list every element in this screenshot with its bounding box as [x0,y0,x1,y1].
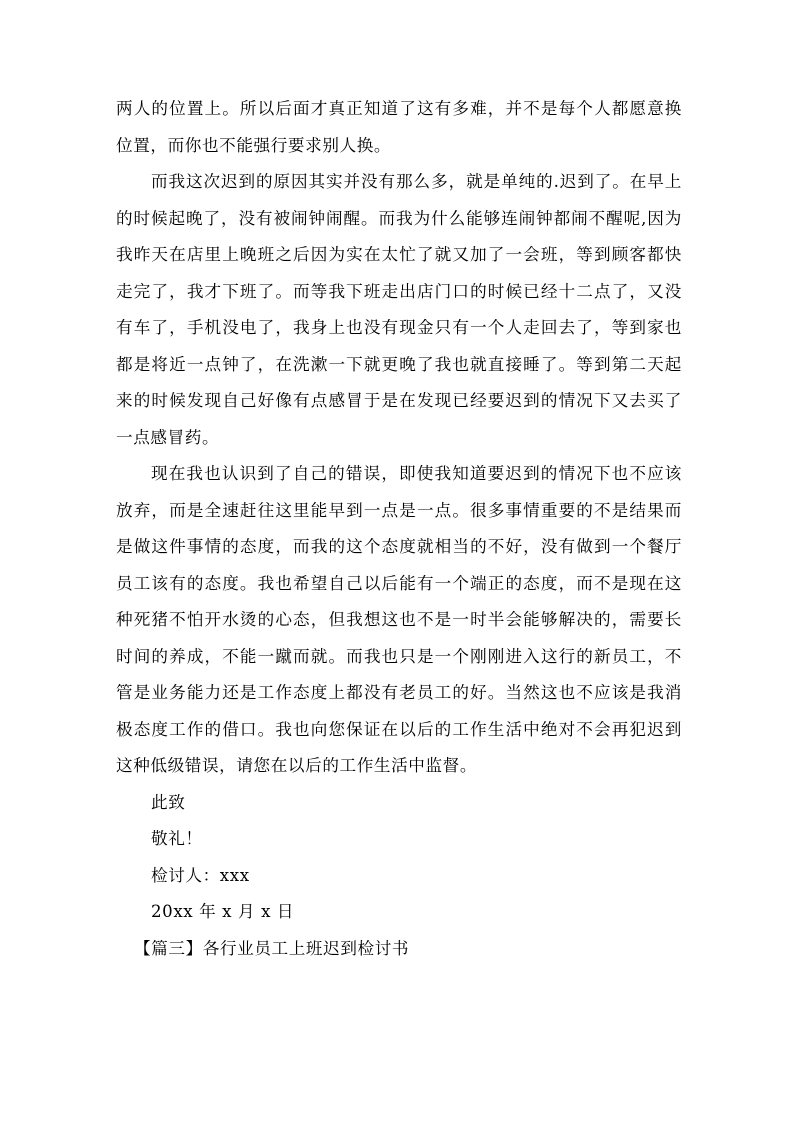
paragraph-reason: 而我这次迟到的原因其实并没有那么多，就是单纯的.迟到了。在早上的时候起晚了，没有被闹钟闹醒。而我为什么能够连闹钟都闹不醒呢,因为我昨天在店里上晚班之后因为实在太忙了就又加了一会班，等到顾客都快走完了，我才下班了。而等我下班走出店门口的时候已经十二点了，又没有车了，手机没电了，我身上也没有现金只有一个人走回去了，等到家也都是将近一点钟了，在洗漱一下就更晚了我也就直接睡了。等到第二天起来的时候发现自己好像有点感冒于是在发现已经要迟到的情况下又去买了一点感冒药。 [116,172,682,447]
section-heading: 【篇三】各行业员工上班迟到检讨书 [134,938,410,958]
paragraph-reflection: 现在我也认识到了自己的错误，即使我知道要迟到的情况下也不应该放弃，而是全速赶往这里能早到一点是一点。很多事情重要的不是结果而是做这件事情的态度，而我的这个态度就相当的不好，没有做到一个餐厅员工该有的态度。我也希望自己以后能有一个端正的态度，而不是现在这种死猪不怕开水烫的心态，但我想这也不是一时半会能够解决的，需要长时间的养成，不能一蹴而就。而我也只是一个刚刚进入这行的新员工，不管是业务能力还是工作态度上都没有老员工的好。当然这也不应该是我消极态度工作的借口。我也向您保证在以后的工作生活中绝对不会再犯迟到这种低级错误，请您在以后的工作生活中监督。 [116,464,682,775]
author-signature: 检讨人：xxx [151,865,250,885]
closing-regards: 敬礼！ [151,829,203,848]
paragraph-continued: 两人的位置上。所以后面才真正知道了这有多难，并不是每个人都愿意换位置，而你也不能强行要求别人换。 [116,99,682,155]
closing-salutation: 此致 [151,792,186,812]
document-body [116,91,682,967]
document-date: 20xx 年 x 月 x 日 [151,902,295,921]
